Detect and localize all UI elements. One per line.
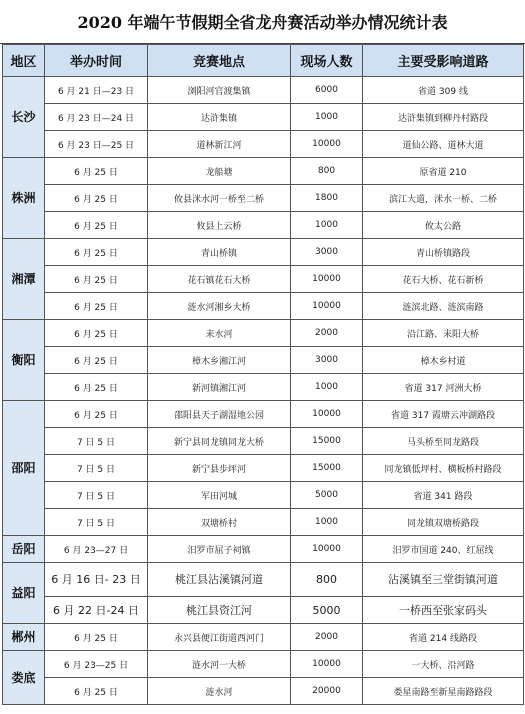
venue-cell[interactable]: 涟水河湘乡大桥 <box>148 293 291 320</box>
date-cell[interactable]: 6 月 25 日 <box>45 185 148 212</box>
region-cell[interactable]: 衡阳 <box>3 320 45 401</box>
table-row <box>3 624 524 651</box>
roads-cell[interactable]: 涟滨北路、涟滨南路 <box>363 293 524 320</box>
attendance-cell[interactable]: 1000 <box>291 212 363 239</box>
table-row <box>3 131 524 158</box>
date-cell[interactable]: 6 月 25 日 <box>45 293 148 320</box>
date-cell[interactable]: 6 月 25 日 <box>45 320 148 347</box>
date-cell[interactable]: 6 月 25 日 <box>45 401 148 428</box>
roads-cell[interactable]: 马头桥至同龙路段 <box>363 428 524 455</box>
venue-cell[interactable]: 樟木乡湘江河 <box>148 347 291 374</box>
attendance-cell[interactable]: 800 <box>291 158 363 185</box>
venue-cell[interactable]: 青山桥镇 <box>148 239 291 266</box>
attendance-cell[interactable]: 20000 <box>291 678 363 705</box>
roads-cell[interactable]: 省道 309 线 <box>363 77 524 104</box>
attendance-cell[interactable]: 1000 <box>291 509 363 536</box>
venue-cell[interactable]: 道林新江河 <box>148 131 291 158</box>
venue-cell[interactable]: 邵阳县天子湖湿地公园 <box>148 401 291 428</box>
table-row <box>3 104 524 131</box>
date-cell[interactable]: 7 日 5 日 <box>45 455 148 482</box>
header-roads[interactable]: 主要受影响道路 <box>363 45 524 77</box>
roads-cell[interactable]: 娄星南路至新星南路路段 <box>363 678 524 705</box>
venue-cell[interactable]: 攸县上云桥 <box>148 212 291 239</box>
table-row <box>3 374 524 401</box>
table-row <box>3 536 524 563</box>
roads-cell[interactable]: 一桥西至张家码头 <box>363 597 524 624</box>
roads-cell[interactable]: 道仙公路、道林大道 <box>363 131 524 158</box>
roads-cell[interactable]: 花石大桥、花石新桥 <box>363 266 524 293</box>
table-row <box>3 563 524 597</box>
attendance-cell[interactable]: 2000 <box>291 320 363 347</box>
venue-cell[interactable]: 桃江县沾溪镇河道 <box>148 563 291 597</box>
table-row <box>3 347 524 374</box>
header-attendance[interactable]: 现场人数 <box>291 45 363 77</box>
attendance-cell[interactable]: 5000 <box>291 482 363 509</box>
roads-cell[interactable]: 樟木乡村道 <box>363 347 524 374</box>
attendance-cell[interactable]: 6000 <box>291 77 363 104</box>
roads-cell[interactable]: 沿江路、耒阳大桥 <box>363 320 524 347</box>
venue-cell[interactable]: 双塘桥村 <box>148 509 291 536</box>
date-cell[interactable]: 6 月 23 日—25 日 <box>45 131 148 158</box>
table-row <box>3 212 524 239</box>
table-row <box>3 293 524 320</box>
roads-cell[interactable]: 汨罗市国道 240、红屈线 <box>363 536 524 563</box>
header-row <box>3 45 524 77</box>
roads-cell[interactable]: 原省道 210 <box>363 158 524 185</box>
attendance-cell[interactable]: 10000 <box>291 401 363 428</box>
date-cell[interactable]: 6 月 25 日 <box>45 212 148 239</box>
date-cell[interactable]: 6 月 25 日 <box>45 239 148 266</box>
date-cell[interactable]: 7 日 5 日 <box>45 428 148 455</box>
attendance-cell[interactable]: 10000 <box>291 651 363 678</box>
venue-cell[interactable]: 永兴县便江街道西河门 <box>148 624 291 651</box>
date-cell[interactable]: 6 月 25 日 <box>45 624 148 651</box>
roads-cell[interactable]: 同龙镇低坪村、横板桥村路段 <box>363 455 524 482</box>
roads-cell[interactable]: 攸太公路 <box>363 212 524 239</box>
header-venue[interactable]: 竞赛地点 <box>148 45 291 77</box>
region-cell[interactable]: 娄底 <box>3 651 45 705</box>
venue-cell[interactable]: 新宁县步坪河 <box>148 455 291 482</box>
table-row <box>3 320 524 347</box>
attendance-cell[interactable]: 3000 <box>291 239 363 266</box>
header-date[interactable]: 举办时间 <box>45 45 148 77</box>
roads-cell[interactable]: 青山桥镇路段 <box>363 239 524 266</box>
region-cell[interactable]: 湘潭 <box>3 239 45 320</box>
venue-cell[interactable]: 新宁县同龙镇同龙大桥 <box>148 428 291 455</box>
date-cell[interactable]: 7 日 5 日 <box>45 482 148 509</box>
table-row <box>3 266 524 293</box>
date-cell[interactable]: 6 月 23 日—24 日 <box>45 104 148 131</box>
attendance-cell[interactable]: 10000 <box>291 293 363 320</box>
venue-cell[interactable]: 达浒集镇 <box>148 104 291 131</box>
venue-cell[interactable]: 汨罗市屈子祠镇 <box>148 536 291 563</box>
attendance-cell[interactable]: 2000 <box>291 624 363 651</box>
attendance-cell[interactable]: 800 <box>291 563 363 597</box>
venue-cell[interactable]: 攸县洣水河一桥至二桥 <box>148 185 291 212</box>
date-cell[interactable]: 6 月 21 日—23 日 <box>45 77 148 104</box>
roads-cell[interactable]: 省道 214 线路段 <box>363 624 524 651</box>
attendance-cell[interactable]: 1000 <box>291 104 363 131</box>
table-row <box>3 455 524 482</box>
table-row <box>3 678 524 705</box>
date-cell[interactable]: 6 月 25 日 <box>45 158 148 185</box>
date-cell[interactable]: 6 月 25 日 <box>45 266 148 293</box>
venue-cell[interactable]: 涟水河一大桥 <box>148 651 291 678</box>
date-cell[interactable]: 6 月 25 日 <box>45 678 148 705</box>
date-cell[interactable]: 7 日 5 日 <box>45 509 148 536</box>
attendance-cell[interactable]: 15000 <box>291 455 363 482</box>
roads-cell[interactable]: 达浒集镇到柳丹村路段 <box>363 104 524 131</box>
date-cell[interactable]: 6 月 23—27 日 <box>45 536 148 563</box>
roads-cell[interactable]: 省道 317 霞塘云冲湖路段 <box>363 401 524 428</box>
region-cell[interactable]: 岳阳 <box>3 536 45 563</box>
header-region[interactable]: 地区 <box>3 45 45 77</box>
table-row <box>3 185 524 212</box>
region-cell[interactable]: 株洲 <box>3 158 45 239</box>
roads-cell[interactable]: 同龙镇双塘桥路段 <box>363 509 524 536</box>
venue-cell[interactable]: 军田河城 <box>148 482 291 509</box>
table-row <box>3 597 524 624</box>
venue-cell[interactable]: 龙船塘 <box>148 158 291 185</box>
date-cell[interactable]: 6 月 16 日- 23 日 <box>45 563 148 597</box>
roads-cell[interactable]: 沾溪镇至三堂街镇河道 <box>363 563 524 597</box>
region-cell[interactable]: 益阳 <box>3 563 45 624</box>
roads-cell[interactable]: 省道 341 路段 <box>363 482 524 509</box>
region-cell[interactable]: 长沙 <box>3 77 45 158</box>
attendance-cell[interactable]: 10000 <box>291 131 363 158</box>
attendance-cell[interactable]: 1000 <box>291 374 363 401</box>
attendance-cell[interactable]: 5000 <box>291 597 363 624</box>
table-row <box>3 509 524 536</box>
date-cell[interactable]: 6 月 22 日-24 日 <box>45 597 148 624</box>
table-row <box>3 482 524 509</box>
attendance-cell[interactable]: 10000 <box>291 536 363 563</box>
table-title: 2020 年端午节假期全省龙舟赛活动举办情况统计表 <box>0 0 525 44</box>
table-row <box>3 158 524 185</box>
date-cell[interactable]: 6 月 25 日 <box>45 347 148 374</box>
attendance-cell[interactable]: 1800 <box>291 185 363 212</box>
attendance-cell[interactable]: 3000 <box>291 347 363 374</box>
venue-cell[interactable]: 涟水河 <box>148 678 291 705</box>
venue-cell[interactable]: 新河镇湘江河 <box>148 374 291 401</box>
events-table <box>2 44 524 705</box>
region-cell[interactable]: 邵阳 <box>3 401 45 536</box>
table-row <box>3 651 524 678</box>
attendance-cell[interactable]: 10000 <box>291 266 363 293</box>
attendance-cell[interactable]: 15000 <box>291 428 363 455</box>
region-cell[interactable]: 郴州 <box>3 624 45 651</box>
venue-cell[interactable]: 桃江县资江河 <box>148 597 291 624</box>
roads-cell[interactable]: 省道 317 河洲大桥 <box>363 374 524 401</box>
table-row <box>3 401 524 428</box>
date-cell[interactable]: 6 月 25 日 <box>45 374 148 401</box>
table-row <box>3 77 524 104</box>
date-cell[interactable]: 6 月 23—25 日 <box>45 651 148 678</box>
roads-cell[interactable]: 一大桥、沿河路 <box>363 651 524 678</box>
table-row <box>3 428 524 455</box>
venue-cell[interactable]: 花石镇花石大桥 <box>148 266 291 293</box>
roads-cell[interactable]: 滨江大道，洣水一桥、二桥 <box>363 185 524 212</box>
venue-cell[interactable]: 耒水河 <box>148 320 291 347</box>
venue-cell[interactable]: 浏阳河官渡集镇 <box>148 77 291 104</box>
table-row <box>3 239 524 266</box>
